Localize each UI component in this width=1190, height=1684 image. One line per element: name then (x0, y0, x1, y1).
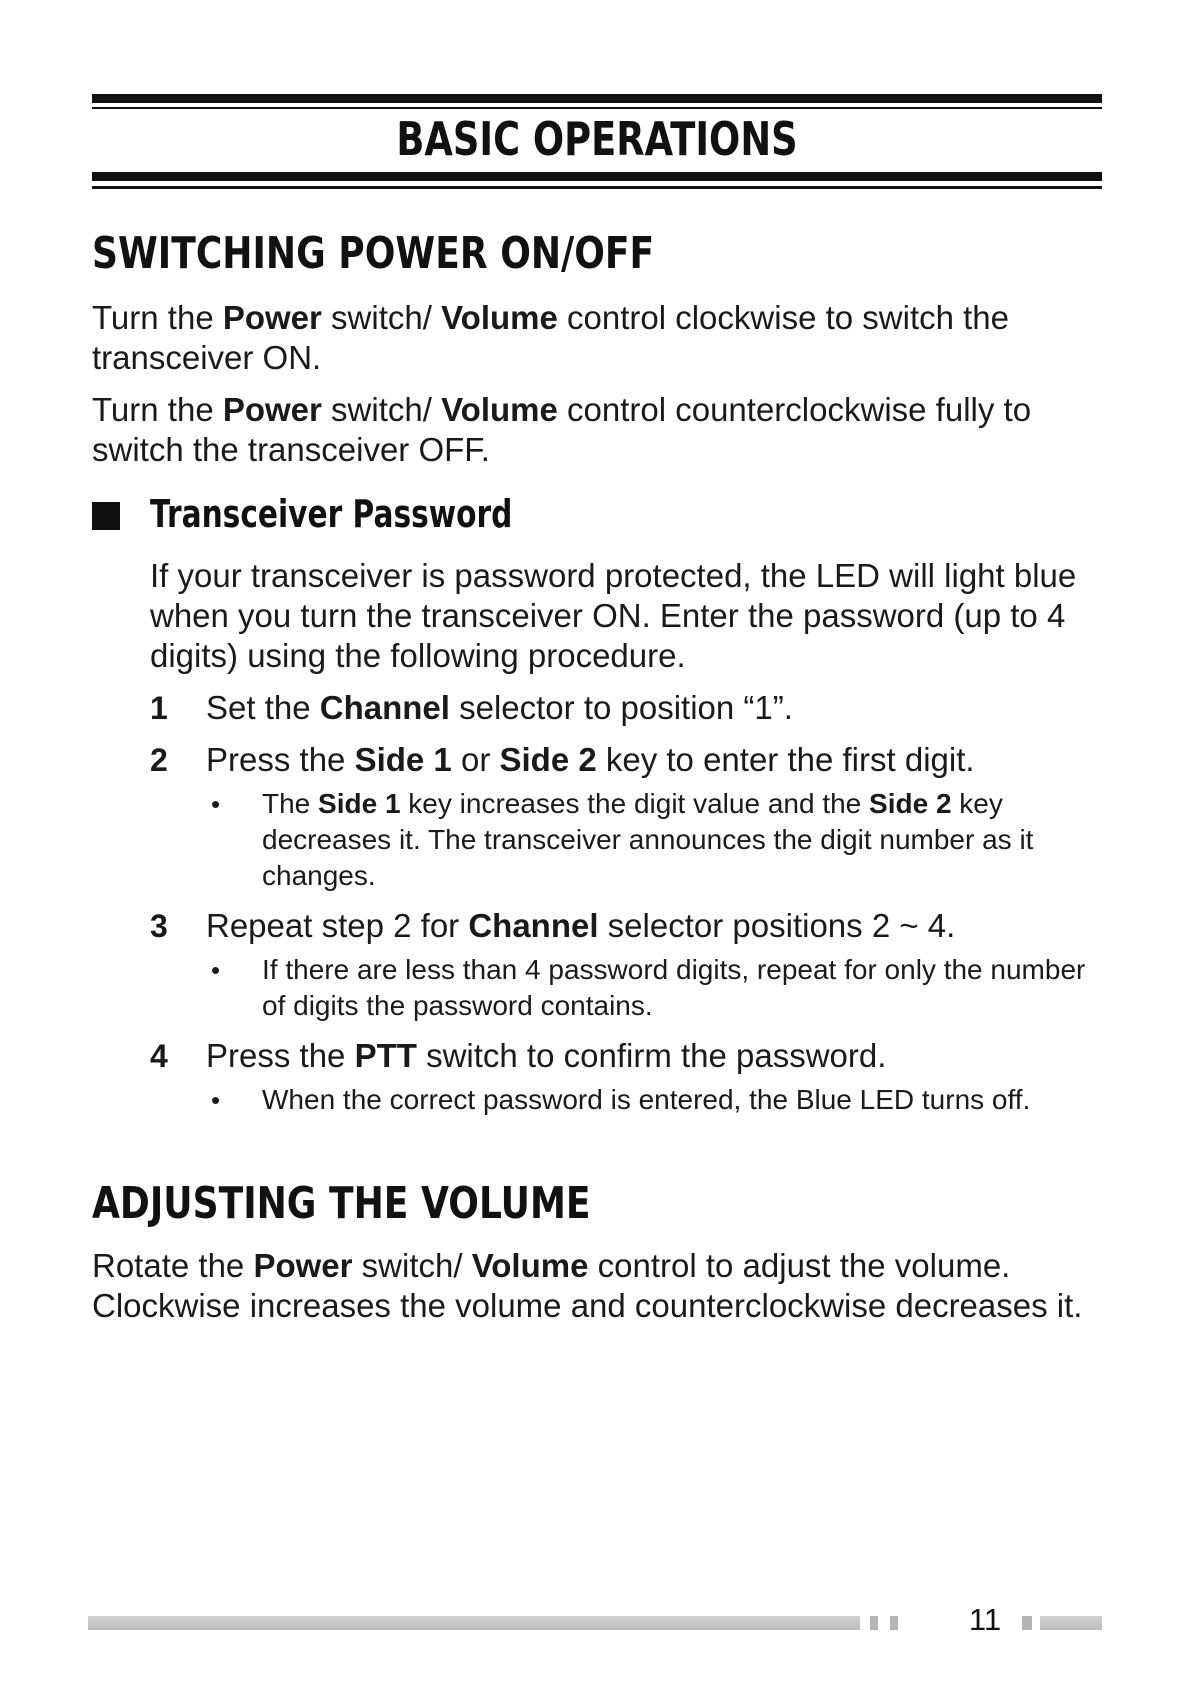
step-3-note: If there are less than 4 password digits, repeat for only the number of digits the password contains. (262, 954, 1086, 1021)
step-4-number: 4 (150, 1038, 168, 1074)
footer-block (1022, 1616, 1032, 1630)
password-intro: If your transceiver is password protected, the LED will light blue when you turn the transceiver ON. Enter the password (up to 4 digits) using the following procedure. (150, 557, 1077, 674)
step-4-note: When the correct password is entered, the Blue LED turns off. (262, 1084, 1031, 1115)
power-off-paragraph: Turn the Power switch/ Volume control counterclockwise fully to switch the transceiver OFF. (92, 391, 1032, 468)
footer-block (890, 1616, 898, 1630)
page-number: 11 (968, 1602, 1002, 1637)
subsection-heading-password: Transceiver Password (150, 492, 513, 536)
step-2-note: The Side 1 key increases the digit value and the Side 2 key decreases it. The transceiver announces the digit number as it changes. (262, 788, 1034, 891)
header-rule-top-thin (92, 107, 1102, 109)
power-on-paragraph: Turn the Power switch/ Volume control clockwise to switch the transceiver ON. (92, 299, 1010, 376)
header-rule-bottom-thick (92, 172, 1102, 181)
footer-block (870, 1616, 878, 1630)
header-rule-top-thick (92, 94, 1102, 103)
step-2-number: 2 (150, 742, 168, 778)
step-4-note-bullet: • (211, 1085, 221, 1115)
chapter-title: BASIC OPERATIONS (396, 112, 798, 166)
step-1-text: Set the Channel selector to position “1”. (206, 689, 793, 726)
step-2-note-bullet: • (211, 789, 221, 819)
step-1-number: 1 (150, 690, 168, 726)
subsection-square-bullet (92, 502, 120, 530)
header-rule-bottom-thin (92, 186, 1102, 189)
footer-bar (88, 1616, 860, 1630)
step-4-text: Press the PTT switch to confirm the password. (206, 1037, 887, 1074)
section-heading-volume: ADJUSTING THE VOLUME (92, 1178, 591, 1229)
volume-paragraph: Rotate the Power switch/ Volume control to adjust the volume. Clockwise increases the volume and counterclockwise decreases it. (92, 1247, 1083, 1324)
step-3-number: 3 (150, 908, 168, 944)
step-2-text: Press the Side 1 or Side 2 key to enter the first digit. (206, 741, 975, 778)
step-3-note-bullet: • (211, 955, 221, 985)
section-heading-power: SWITCHING POWER ON/OFF (92, 228, 655, 279)
step-3-text: Repeat step 2 for Channel selector positions 2 ~ 4. (206, 907, 956, 944)
footer-bar-right (1040, 1616, 1102, 1630)
